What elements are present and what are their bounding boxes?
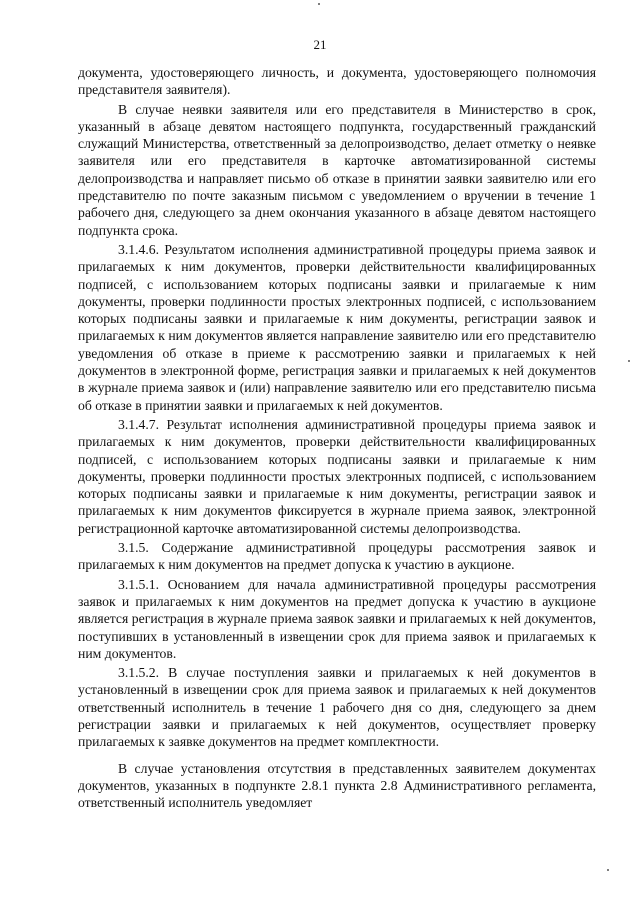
paragraph-2: В случае неявки заявителя или его представителя в Министерство в срок, указанный в абзаце девятом настоящего подпункта, государственный гражданский служащий Министерства, ответственный за делопроизводство, делает отметку о неявке заявителя или его представителя в карточке автоматизированной системы делопроизводства и направляет письмо об отказе в принятии заявки заявителю или его представителю по почте заказным письмом с уведомлением о вручении в течение 1 рабочего дня, следующего за днем окончания указанного в абзаце девятом настоящего подпункта срока. bbox=[78, 101, 596, 238]
paragraph-7: 3.1.5.2. В случае поступления заявки и прилагаемых к ней документов в установленный в извещении срок для приема заявок и прилагаемых к ней документов ответственный исполнитель в течение 1 рабочего дня со дня, следующего за днем регистрации заявки и прилагаемых к ней документов, осуществляет проверку прилагаемых к заявке документов на предмет комплектности. bbox=[78, 665, 596, 750]
paragraph-1: документа, удостоверяющего личность, и документа, удостоверяющего полномочия представителя заявителя). bbox=[78, 65, 596, 98]
paragraph-8: В случае установления отсутствия в представленных заявителем документах документов, указанных в подпункте 2.8.1 пункта 2.8 Административного регламента, ответственный исполнитель уведомляет bbox=[78, 760, 596, 811]
paragraph-6: 3.1.5.1. Основанием для начала административной процедуры рассмотрения заявок и прилагаемых к ним документов на предмет допуска к участию в аукционе является регистрация в журнале приема заявок заявки и прилагаемых к ней документов, поступивших в установленный в извещении срок для приема заявок и прилагаемых к ним документов. bbox=[78, 576, 596, 661]
paragraph-5: 3.1.5. Содержание административной процедуры рассмотрения заявок и прилагаемых к ним документов на предмет допуска к участию в аукционе. bbox=[78, 540, 596, 573]
paragraph-3: 3.1.4.6. Результатом исполнения административной процедуры приема заявок и прилагаемых к ним документов, проверки действительности квалифицированных подписей, с использованием которых подписаны заявки и прилагаемые к ним документы, проверки подлинности простых электронных подписей, с использованием которых подписаны заявки и прилагаемые к ним документы, регистрации заявок и прилагаемых к ним документов является направление заявителю или его представителю уведомления об отказе в приеме к рассмотрению заявки и прилагаемых к ней документов в электронной форме, регистрация заявки и прилагаемых к ней документов в журнале приема заявок и (или) направление заявителю или его представителю письма об отказе в принятии заявки и прилагаемых к ней документов. bbox=[78, 241, 596, 413]
document-body bbox=[78, 64, 596, 811]
page-number: 21 bbox=[313, 37, 327, 52]
paragraph-4: 3.1.4.7. Результат исполнения административной процедуры приема заявок и прилагаемых к ним документов, проверки действительности квалифицированных подписей, с использованием которых подписаны заявки и прилагаемые к ним документы, проверки подлинности простых электронных подписей, с использованием которых подписаны заявки и прилагаемые к ним документы, регистрации заявок и прилагаемых к ним документов фиксируется в журнале приема заявок, электронной регистрационной карточке автоматизированной системы делопроизводства. bbox=[78, 416, 596, 536]
